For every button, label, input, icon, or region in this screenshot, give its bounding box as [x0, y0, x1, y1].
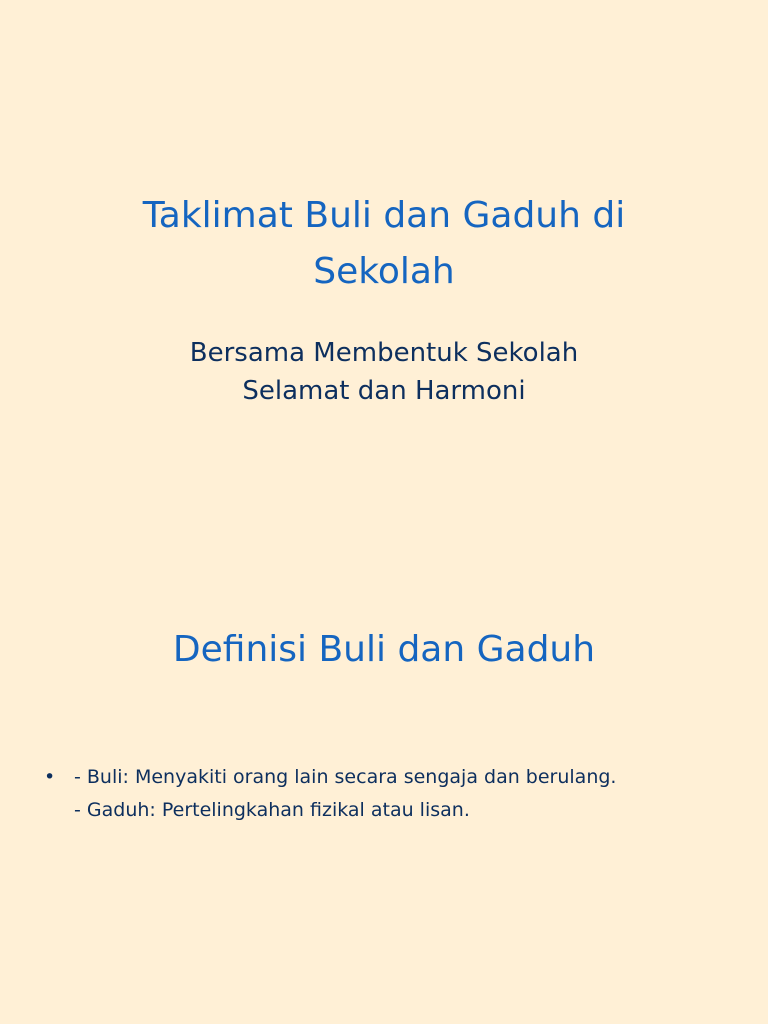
title-line-2: Sekolah	[313, 251, 455, 292]
bullet-line-gaduh: - Gaduh: Pertelingkahan fizikal atau lisan.	[74, 799, 470, 821]
slide-title-heading	[96, 188, 672, 300]
bullet-marker: •	[44, 766, 56, 788]
definition-bullet-list	[44, 761, 724, 827]
title-line-1: Taklimat Buli dan Gaduh di	[142, 195, 626, 236]
slide-subtitle	[96, 334, 672, 410]
slide-definition	[0, 512, 768, 1024]
bullet-text	[74, 761, 616, 827]
definition-heading: Definisi Buli dan Gaduh	[172, 629, 596, 670]
subtitle-line-1: Bersama Membentuk Sekolah	[189, 338, 579, 368]
subtitle-line-2: Selamat dan Harmoni	[242, 376, 526, 406]
bullet-item	[44, 761, 724, 827]
bullet-line-buli: - Buli: Menyakiti orang lain secara sengaja dan berulang.	[74, 766, 617, 788]
